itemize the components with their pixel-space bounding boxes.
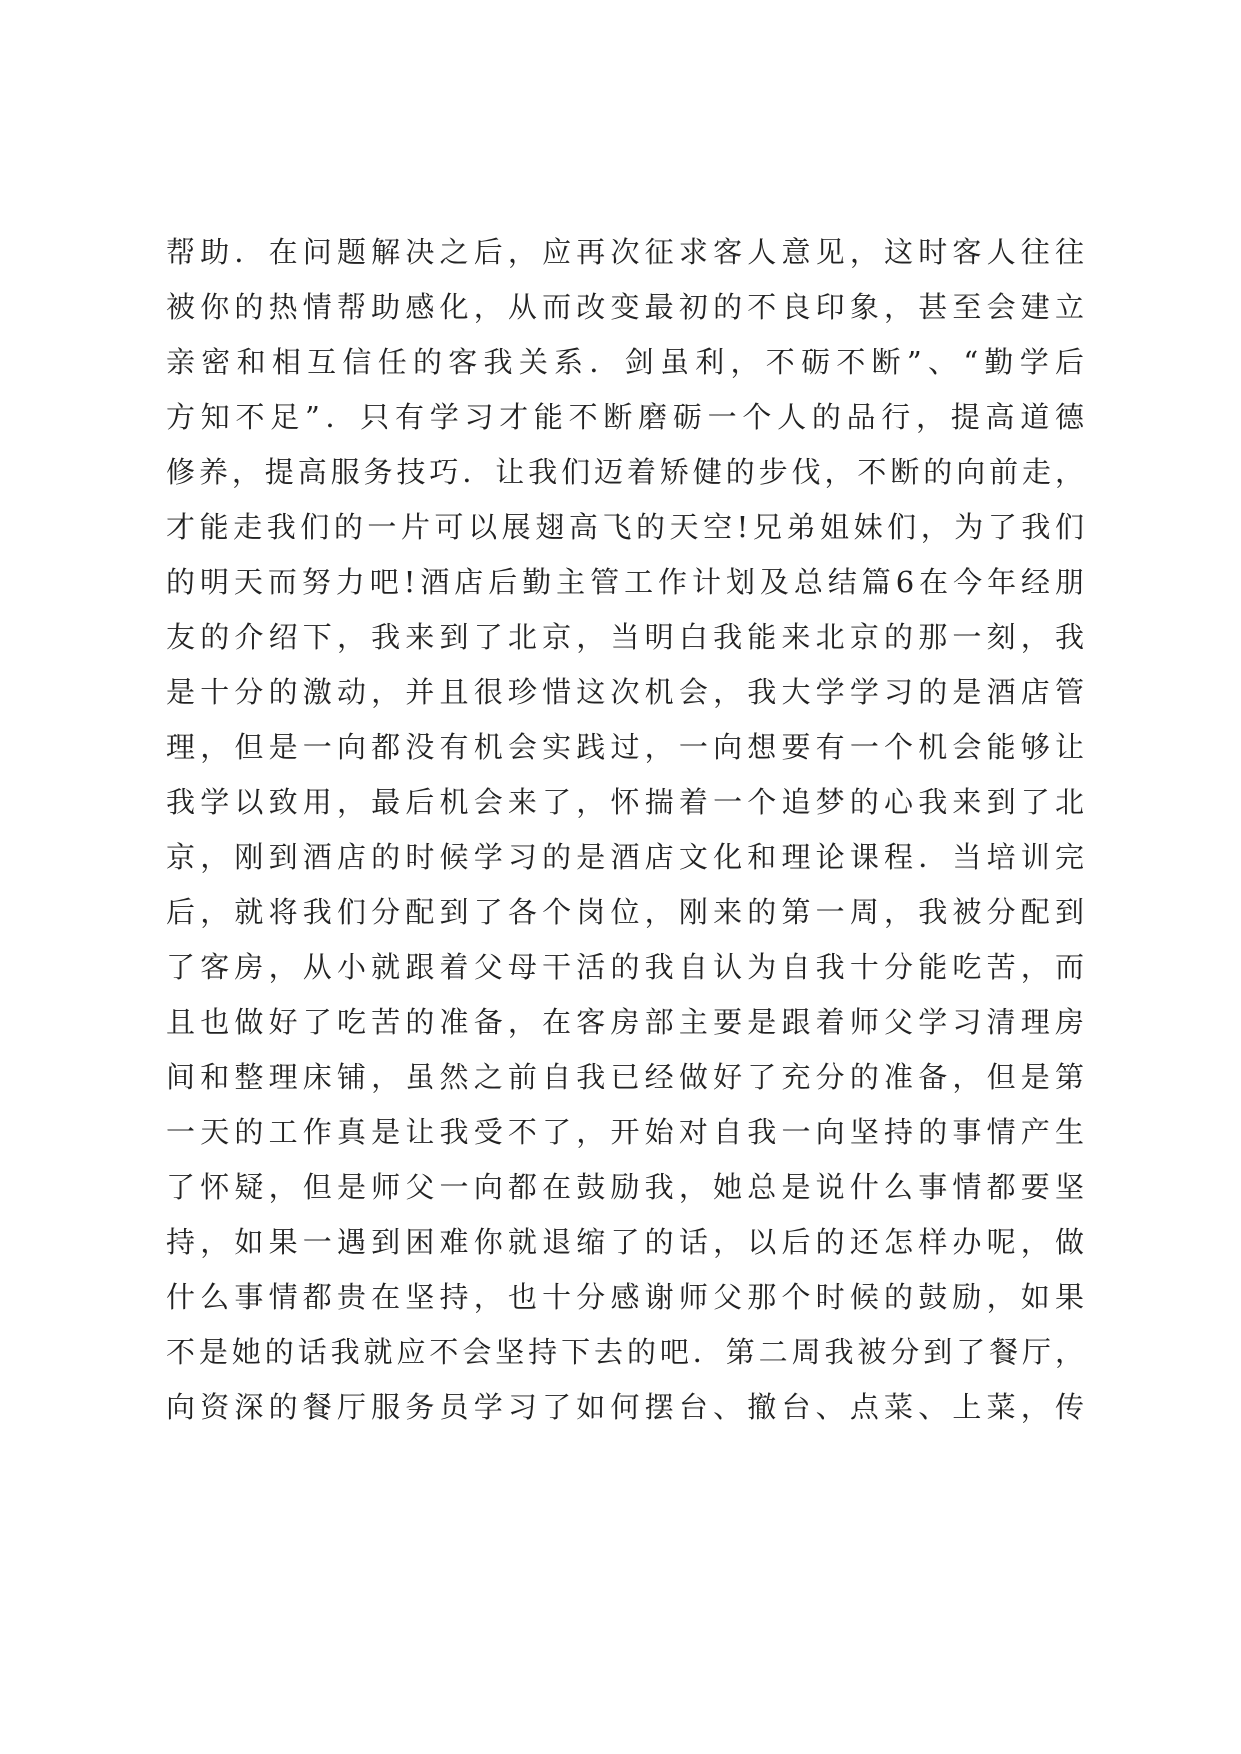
body-text	[166, 225, 1086, 1435]
text-line: 理，但是一向都没有机会实践过，一向想要有一个机会能够让	[166, 730, 1086, 764]
text-line: 什么事情都贵在坚持，也十分感谢师父那个时候的鼓励，如果	[166, 1280, 1086, 1314]
text-line: 且也做好了吃苦的准备，在客房部主要是跟着师父学习清理房	[166, 1005, 1086, 1039]
text-line: 了客房，从小就跟着父母干活的我自认为自我十分能吃苦，而	[166, 950, 1086, 984]
text-line: 被你的热情帮助感化，从而改变最初的不良印象，甚至会建立	[166, 290, 1086, 324]
text-line: 是十分的激动，并且很珍惜这次机会，我大学学习的是酒店管	[166, 675, 1086, 709]
text-line: 亲密和相互信任的客我关系．剑虽利，不砺不断”、“勤学后	[166, 345, 1086, 379]
text-line: 我学以致用，最后机会来了，怀揣着一个追梦的心我来到了北	[166, 785, 1086, 819]
text-line: 不是她的话我就应不会坚持下去的吧．第二周我被分到了餐厅，	[166, 1335, 1086, 1369]
text-line: 间和整理床铺，虽然之前自我已经做好了充分的准备，但是第	[166, 1060, 1086, 1094]
text-line: 向资深的餐厅服务员学习了如何摆台、撤台、点菜、上菜，传	[166, 1390, 1086, 1424]
text-line: 后，就将我们分配到了各个岗位，刚来的第一周，我被分配到	[166, 895, 1086, 929]
text-line: 才能走我们的一片可以展翅高飞的天空!兄弟姐妹们，为了我们	[166, 510, 1086, 544]
text-line: 的明天而努力吧!酒店后勤主管工作计划及总结篇6在今年经朋	[166, 565, 1086, 599]
text-line: 方知不足”．只有学习才能不断磨砺一个人的品行，提高道德	[166, 400, 1086, 434]
text-line: 了怀疑，但是师父一向都在鼓励我，她总是说什么事情都要坚	[166, 1170, 1086, 1204]
text-line: 持，如果一遇到困难你就退缩了的话，以后的还怎样办呢，做	[166, 1225, 1086, 1259]
text-line: 友的介绍下，我来到了北京，当明白我能来北京的那一刻，我	[166, 620, 1086, 654]
text-line: 一天的工作真是让我受不了，开始对自我一向坚持的事情产生	[166, 1115, 1086, 1149]
text-line: 京，刚到酒店的时候学习的是酒店文化和理论课程．当培训完	[166, 840, 1086, 874]
text-line: 帮助．在问题解决之后，应再次征求客人意见，这时客人往往	[166, 235, 1086, 269]
text-line: 修养，提高服务技巧．让我们迈着矫健的步伐，不断的向前走，	[166, 455, 1086, 489]
